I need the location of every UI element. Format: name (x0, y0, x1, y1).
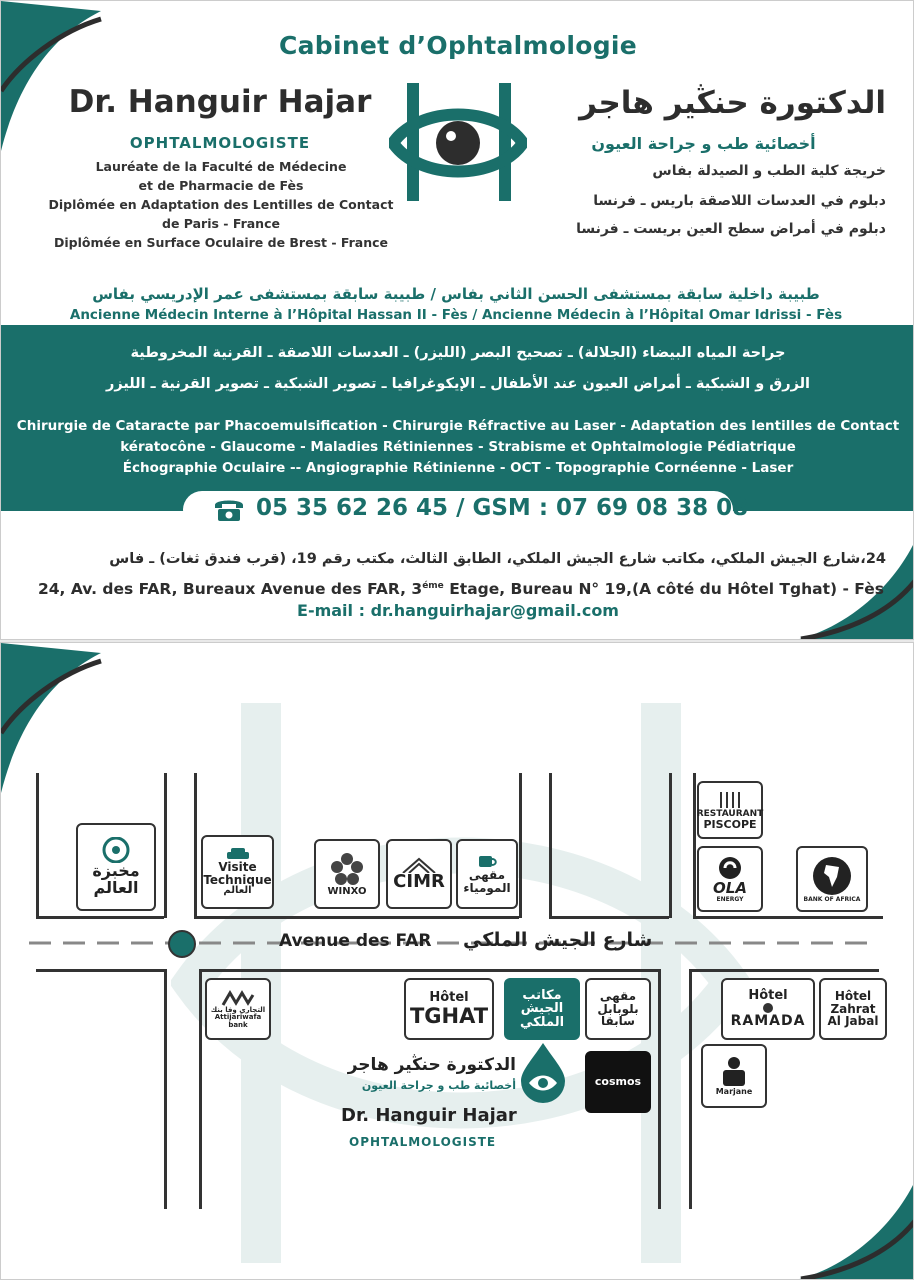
credential-ar-line: خريجة كلية الطب و الصيدلة بفاس (652, 163, 886, 179)
place-bank-of-africa: BANK OF AFRICA (796, 846, 868, 912)
telephone-icon (213, 497, 245, 523)
place-bureaux-far: مكاتب الجيش الملكي (504, 978, 580, 1040)
place-hotel-tghat: Hôtel TGHAT (404, 978, 494, 1040)
doctor-name-ar: الدكتورة حنڭير هاجر (579, 85, 886, 121)
phone-numbers[interactable]: 05 35 62 26 45 / GSM : 07 69 08 38 08 (256, 495, 749, 521)
marjane-logo-icon (720, 1056, 748, 1088)
services-fr-line: Échographie Oculaire -- Angiographie Rétinienne - OCT - Topographie Cornéenne - Laser (122, 460, 794, 476)
road-line (164, 773, 167, 918)
email-link[interactable]: E-mail : dr.hanguirhajar@gmail.com (297, 601, 619, 620)
location-pin-icon (167, 929, 197, 959)
place-hotel-ramada: Hôtel RAMADA (721, 978, 815, 1040)
credential-ar-line: دبلوم في العدسات اللاصقة باريس ـ فرنسا (593, 193, 886, 209)
place-cafe-momiaa: مقهى المومياء (456, 839, 518, 909)
road-line (689, 969, 692, 1209)
services-ar-line: جراحة المياه البيضاء (الجلالة) ـ تصحيح البصر (الليزر) ـ العدسات اللاصقة ـ القرنية المخروطية (130, 345, 786, 361)
road-line (549, 916, 669, 919)
place-attijariwafa-bank: التجاري وفا بنك Attijariwafa bank (205, 978, 271, 1040)
road-line (693, 773, 696, 918)
road-line (199, 969, 202, 1209)
road-line (36, 969, 164, 972)
ola-logo-icon (717, 855, 743, 881)
road-line (194, 916, 519, 919)
road-line (519, 773, 522, 918)
road-line (164, 969, 167, 1209)
map-doctor-name-ar: الدكتورة حنڭير هاجر (347, 1055, 516, 1075)
address-ar: 24،شارع الجيش الملكي، مكاتب شارع الجيش الملكي، الطابق الثالث، مكتب رقم 19، (قرب فندق ثغات) ـ فاس (109, 551, 886, 567)
road-line (194, 773, 197, 918)
winxo-logo-icon (329, 851, 365, 887)
credential-fr-line: de Paris - France (162, 216, 280, 231)
street-label-fr: Avenue des FAR (279, 931, 432, 951)
corner-swoosh-bottom-right (781, 1181, 914, 1280)
map-profession-fr: OPHTALMOLOGISTE (349, 1135, 497, 1149)
coffee-cup-icon (476, 853, 498, 869)
services-ar-line: الزرق و الشبكية ـ أمراض العيون عند الأطفال ـ الإيكوغرافيا ـ تصوير الشبكية ـ تصوير القرنية ـ الليزر (105, 376, 811, 392)
former-positions-ar: طبيبة داخلية سابقة بمستشفى الحسن الثاني بفاس / طبيبة سابقة بمستشفى عمر الإدريسي بفاس (92, 285, 820, 303)
road-line (549, 773, 552, 918)
street-label-ar: شارع الجيش الملكي (463, 929, 653, 951)
chef-hat-icon (101, 837, 131, 863)
credential-fr-line: Diplômée en Surface Oculaire de Brest - France (53, 235, 389, 250)
road-line (669, 773, 672, 918)
credential-ar-line: دبلوم في أمراض سطح العين بريست ـ فرنسا (576, 221, 886, 237)
road-line (36, 773, 39, 918)
former-positions-fr: Ancienne Médecin Interne à l’Hôpital Hassan II - Fès / Ancienne Médecin à l’Hôpital Omar Idrissi - Fès (69, 307, 843, 323)
services-fr-line: Chirurgie de Cataracte par Phacoemulsification - Chirurgie Réfractive au Laser - Adaptation des lentilles de Contact (16, 418, 900, 434)
credential-fr-line: Diplômée en Adaptation des Lentilles de Contact (48, 197, 394, 212)
corner-swoosh-top-left (1, 643, 121, 793)
corner-swoosh-top-left (1, 1, 121, 151)
business-card-back-map (0, 642, 914, 1280)
car-icon (225, 847, 251, 861)
place-winxo: WINXO (314, 839, 380, 909)
road-line (693, 916, 883, 919)
place-restaurant-piscope: RESTAURANT PISCOPE (697, 781, 763, 839)
services-fr-line: kératocône - Glaucome - Maladies Rétiniennes - Strabisme et Ophtalmologie Pédiatrique (120, 439, 796, 455)
profession-fr: OPHTALMOLOGISTE (129, 134, 311, 152)
doctor-name-fr: Dr. Hanguir Hajar (68, 84, 372, 120)
place-hotel-zahrat-al-jabal: Hôtel Zahrat Al Jabal (819, 978, 887, 1040)
cabinet-title: Cabinet d’Ophtalmologie (278, 31, 638, 60)
credential-fr-line: et de Pharmacie de Fès (138, 178, 304, 193)
road-line (658, 969, 661, 1209)
bank-of-africa-logo-icon (811, 855, 853, 897)
place-visite-technique: Visite Technique العالم (201, 835, 274, 909)
road-line (36, 916, 164, 919)
map-profession-ar: أخصائية طب و جراحة العيون (361, 1079, 516, 1092)
doctor-location-marker-icon (519, 1041, 567, 1103)
eye-logo-icon (389, 83, 527, 205)
place-makhbaza-alam: مخبزة العالم (76, 823, 156, 911)
credential-fr-line: Lauréate de la Faculté de Médecine (95, 159, 347, 174)
place-ola-energy: OLA ENERGY (697, 846, 763, 912)
address-fr: 24, Av. des FAR, Bureaux Avenue des FAR, $3^{éme}$ Etage, Bureau N° 19,(A côté du Hôtel Tghat) - Fès (37, 580, 885, 598)
attijariwafa-logo-icon (221, 989, 255, 1007)
avenue-center-line (29, 933, 879, 953)
profession-ar: أخصائية طب و جراحة العيون (591, 134, 816, 153)
place-cafe-bloubabel: مقهى بلوبابل سابقا (585, 978, 651, 1040)
place-marjane: Marjane (701, 1044, 767, 1108)
map-doctor-name-fr: Dr. Hanguir Hajar (341, 1105, 517, 1126)
place-cosmos: cosmos (585, 1051, 651, 1113)
road-line (689, 969, 879, 972)
road-line (199, 969, 661, 972)
cutlery-icon (715, 790, 745, 810)
place-cimr: CIMR (386, 839, 452, 909)
